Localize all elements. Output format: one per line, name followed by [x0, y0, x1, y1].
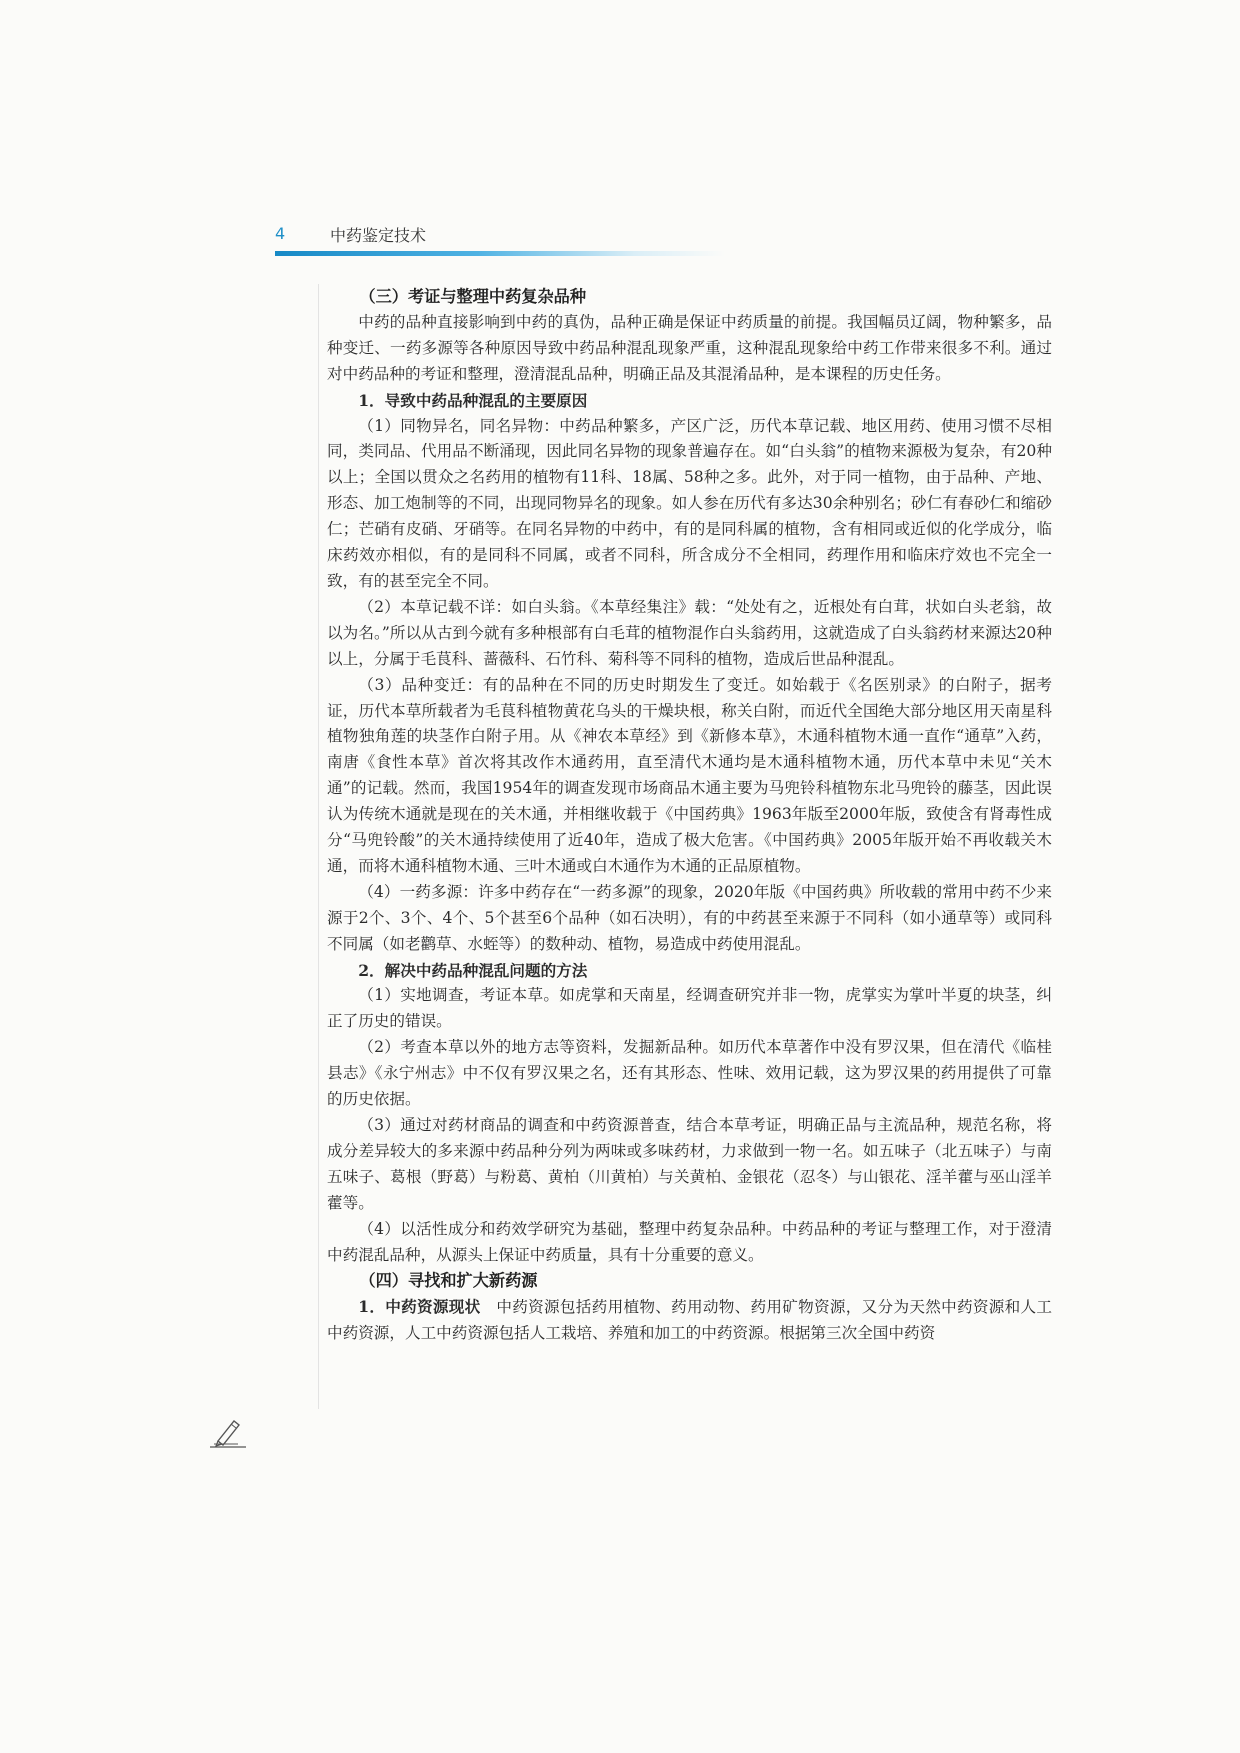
paragraph-resources [327, 1294, 1052, 1347]
paragraph-cause-2: （2）本草记载不详：如白头翁。《本草经集注》载：“处处有之，近根处有白茸，状如白头老翁，故以为名。”所以从古到今就有多种根部有白毛茸的植物混作白头翁药用，这就造成了白头翁药材来源达20种以上，分属于毛茛科、蔷薇科、石竹科、菊科等不同科的植物，造成后世品种混乱。 [327, 597, 1052, 668]
pen-note-icon [208, 1415, 248, 1451]
section-intro-paragraph: 中药的品种直接影响到中药的真伪，品种正确是保证中药质量的前提。我国幅员辽阔，物种繁多，品种变迁、一药多源等各种原因导致中药品种混乱现象严重，这种混乱现象给中药工作带来很多不利。通过对中药品种的考证和整理，澄清混乱品种，明确正品及其混淆品种，是本课程的历史任务。 [327, 312, 1052, 383]
resources-status-text: 中药资源包括药用植物、药用动物、药用矿物资源，又分为天然中药资源和人工中药资源，人工中药资源包括人工栽培、养殖和加工的中药资源。根据第三次全国中药资 [327, 1298, 1052, 1343]
subheading-resources-status: 1．中药资源现状 [358, 1297, 481, 1317]
page-body [327, 284, 1052, 1347]
page-header [275, 224, 725, 260]
subheading-methods: 2．解决中药品种混乱问题的方法 [358, 960, 588, 980]
paragraph-cause-3: （3）品种变迁：有的品种在不同的历史时期发生了变迁。如始载于《名医别录》的白附子，据考证，历代本草所载者为毛茛科植物黄花乌头的干燥块根，称关白附，而近代全国绝大部分地区用天南星科植物独角莲的块茎作白附子用。从《神农本草经》到《新修本草》，木通科植物木通一直作“通草”入药，南唐《食性本草》首次将其改作木通药用，直至清代木通均是木通科植物木通，历代本草中未见“关木通”的记载。然而，我国1954年的调查发现市场商品木通主要为马兜铃科植物东北马兜铃的藤茎，因此误认为传统木通就是现在的关木通，并相继收载于《中国药典》1963年版至2000年版，致使含有肾毒性成分“马兜铃酸”的关木通持续使用了近40年，造成了极大危害。《中国药典》2005年版开始不再收载关木通，而将木通科植物木通、三叶木通或白木通作为木通的正品原植物。 [327, 675, 1052, 875]
section-heading-3: （三）考证与整理中药复杂品种 [359, 287, 587, 306]
paragraph-cause-4: （4）一药多源：许多中药存在“一药多源”的现象，2020年版《中国药典》所收载的常用中药不少来源于2个、3个、4个、5个甚至6个品种（如石决明），有的中药甚至来源于不同科（如小通草等）或同科不同属（如老鹳草、水蛭等）的数种动、植物，易造成中药使用混乱。 [327, 882, 1052, 953]
paragraph-method-1: （1）实地调查，考证本草。如虎掌和天南星，经调查研究并非一物，虎掌实为掌叶半夏的块茎，纠正了历史的错误。 [327, 986, 1052, 1031]
subheading-causes: 1．导致中药品种混乱的主要原因 [358, 390, 588, 410]
running-title: 中药鉴定技术 [330, 226, 427, 245]
paragraph-cause-1: （1）同物异名，同名异物：中药品种繁多，产区广泛，历代本草记载、地区用药、使用习惯不尽相同，类同品、代用品不断涌现，因此同名异物的现象普遍存在。如“白头翁”的植物来源极为复杂，有20种以上；全国以贯众之名药用的植物有11科、18属、58种之多。此外，对于同一植物，由于品种、产地、形态、加工炮制等的不同，出现同物异名的现象。如人参在历代有多达30余种别名；砂仁有春砂仁和缩砂仁；芒硝有皮硝、牙硝等。在同名异物的中药中，有的是同科属的植物，含有相同或近似的化学成分，临床药效亦相似，有的是同科不同属，或者不同科，所含成分不全相同，药理作用和临床疗效也不完全一致，有的甚至完全不同。 [327, 416, 1052, 590]
paragraph-method-2: （2）考查本草以外的地方志等资料，发掘新品种。如历代本草著作中没有罗汉果，但在清代《临桂县志》《永宁州志》中不仅有罗汉果之名，还有其形态、性味、效用记载，这为罗汉果的药用提供了可靠的历史依据。 [327, 1038, 1052, 1109]
section-heading-4: （四）寻找和扩大新药源 [359, 1271, 538, 1291]
paragraph-method-4: （4）以活性成分和药效学研究为基础，整理中药复杂品种。中药品种的考证与整理工作，对于澄清中药混乱品种，从源头上保证中药质量，具有十分重要的意义。 [327, 1219, 1052, 1264]
margin-line [318, 284, 319, 1409]
header-rule [275, 251, 725, 256]
paragraph-method-3: （3）通过对药材商品的调查和中药资源普查，结合本草考证，明确正品与主流品种，规范名称，将成分差异较大的多来源中药品种分列为两味或多味药材，力求做到一物一名。如五味子（北五味子）与南五味子、葛根（野葛）与粉葛、黄柏（川黄柏）与关黄柏、金银花（忍冬）与山银花、淫羊藿与巫山淫羊藿等。 [327, 1116, 1052, 1212]
page-number: 4 [275, 224, 286, 243]
